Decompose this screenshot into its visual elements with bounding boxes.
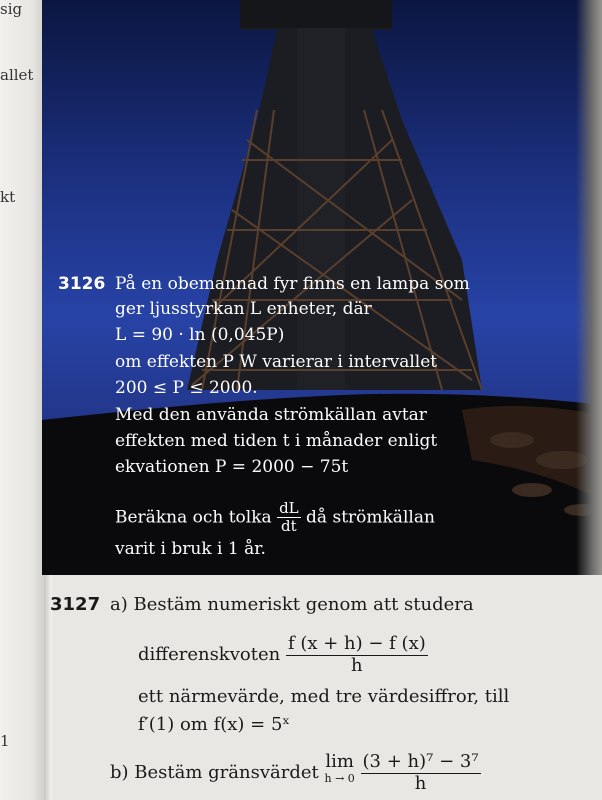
fraction-denominator: h xyxy=(414,772,427,794)
limit-word: lim xyxy=(325,751,354,772)
task-text-line: ger ljusstyrkan L enheter, där xyxy=(115,299,372,319)
task-text-line: Med den använda strömkällan avtar xyxy=(115,405,427,425)
subtask-b-line xyxy=(110,752,481,794)
formula-power-equation: ekvationen P = 2000 − 75t xyxy=(115,457,349,477)
left-page-fragment: sig xyxy=(0,0,23,18)
task-text-line: om effekten P W varierar i intervallet xyxy=(115,352,438,372)
fraction-denominator: dt xyxy=(281,517,297,536)
question-text: Beräkna och tolka xyxy=(115,507,272,528)
task-number: 3126 xyxy=(58,274,106,294)
subtask-a-formula: f′(1) om f(x) = 5ˣ xyxy=(138,714,291,735)
derivative-fraction xyxy=(277,500,301,536)
fraction-numerator: f (x + h) − f (x) xyxy=(287,633,426,654)
task-question-line: varit i bruk i 1 år. xyxy=(115,539,266,559)
left-page-fragment: 1 xyxy=(0,732,10,750)
task-number: 3127 xyxy=(50,594,101,615)
left-page-margin xyxy=(0,0,46,800)
limit-operator xyxy=(324,752,354,785)
task-text-line: effekten med tiden t i månader enligt xyxy=(115,431,438,451)
task-question-line xyxy=(115,500,435,536)
subtask-a-line: a) Bestäm numeriskt genom att studera xyxy=(110,594,474,615)
page-edge-shadow xyxy=(576,0,602,575)
formula-interval: 200 ≤ P ≤ 2000. xyxy=(115,378,258,398)
question-text: då strömkällan xyxy=(306,507,435,528)
fraction-numerator: dL xyxy=(279,499,299,517)
subtask-a-line: ett närmevärde, med tre värdesiffror, till xyxy=(138,686,510,707)
fraction-denominator: h xyxy=(351,654,363,676)
difference-quotient-fraction xyxy=(286,634,428,676)
limit-subscript: h → 0 xyxy=(324,771,355,785)
subtask-a-difference-quotient xyxy=(138,634,428,676)
difference-quotient-label: differenskvoten xyxy=(138,644,281,666)
subtask-b-label: b) Bestäm gränsvärdet xyxy=(110,762,319,784)
left-page-fragment: kt xyxy=(0,188,16,206)
left-page-fragment: allet xyxy=(0,66,34,84)
fraction-numerator: (3 + h)⁷ − 3⁷ xyxy=(362,751,479,772)
formula-light-intensity: L = 90 · ln (0,045P) xyxy=(115,325,285,345)
limit-fraction xyxy=(361,752,481,794)
task-text-line: På en obemannad fyr finns en lampa som xyxy=(115,274,470,294)
